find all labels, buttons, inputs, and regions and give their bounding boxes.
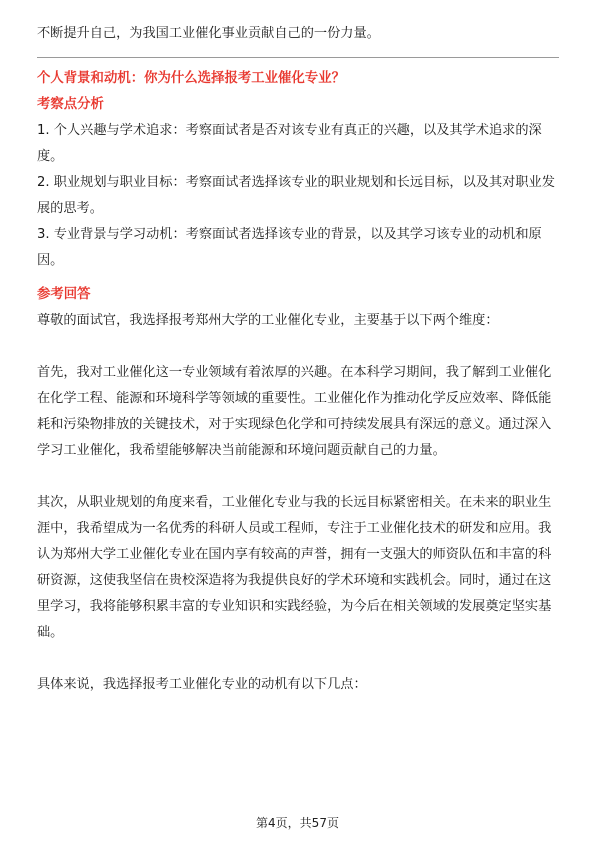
analysis-heading: 考察点分析 (37, 97, 104, 112)
answer-paragraph-2: 首先，我对工业催化这一专业领域有着浓厚的兴趣。在本科学习期间，我了解到工业催化在化学工程、能源和环境科学等领域的重要性。工业催化作为推动化学反应效率、降低能耗和污染物排放的关键技术，对于实现绿色化学和可持续发展具有深远的意义。通过深入学习工业催化，我希望能够解决当前能源和环境问题贡献自己的力量。 (37, 365, 552, 458)
page-number: 第4页，共57页 (256, 816, 339, 830)
paragraph-spacer (37, 464, 559, 490)
analysis-item-2: 2. 职业规划与职业目标：考察面试者选择该专业的职业规划和长远目标，以及其对职业发展的思考。 (37, 175, 555, 216)
answer-paragraph-1: 尊敬的面试官，我选择报考郑州大学的工业催化专业，主要基于以下两个维度： (37, 313, 499, 328)
analysis-item-1: 1. 个人兴趣与学术追求：考察面试者是否对该专业有真正的兴趣，以及其学术追求的深度。 (37, 123, 542, 164)
document-page (37, 0, 559, 698)
paragraph-spacer (37, 646, 559, 672)
paragraph-spacer (37, 334, 559, 360)
answer-paragraph-3: 其次，从职业规划的角度来看，工业催化专业与我的长远目标紧密相关。在未来的职业生涯中，我希望成为一名优秀的科研人员或工程师，专注于工业催化技术的研发和应用。我认为郑州大学工业催化专业在国内享有较高的声誉，拥有一支强大的师资队伍和丰富的科研资源，这使我坚信在贵校深造将为我提供良好的学术环境和实践机会。同时，通过在这里学习，我将能够积累丰富的专业知识和实践经验，为今后在相关领域的发展奠定坚实基础。 (37, 495, 552, 640)
answer-heading: 参考回答 (37, 287, 91, 302)
answer-paragraph-4: 具体来说，我选择报考工业催化专业的动机有以下几点： (37, 677, 367, 692)
intro-line: 不断提升自己，为我国工业催化事业贡献自己的一份力量。 (37, 26, 380, 41)
analysis-item-3: 3. 专业背景与学习动机：考察面试者选择该专业的背景，以及其学习该专业的动机和原因。 (37, 227, 542, 268)
question-title: 个人背景和动机：你为什么选择报考工业催化专业？ (37, 71, 345, 86)
section-divider (37, 57, 559, 58)
